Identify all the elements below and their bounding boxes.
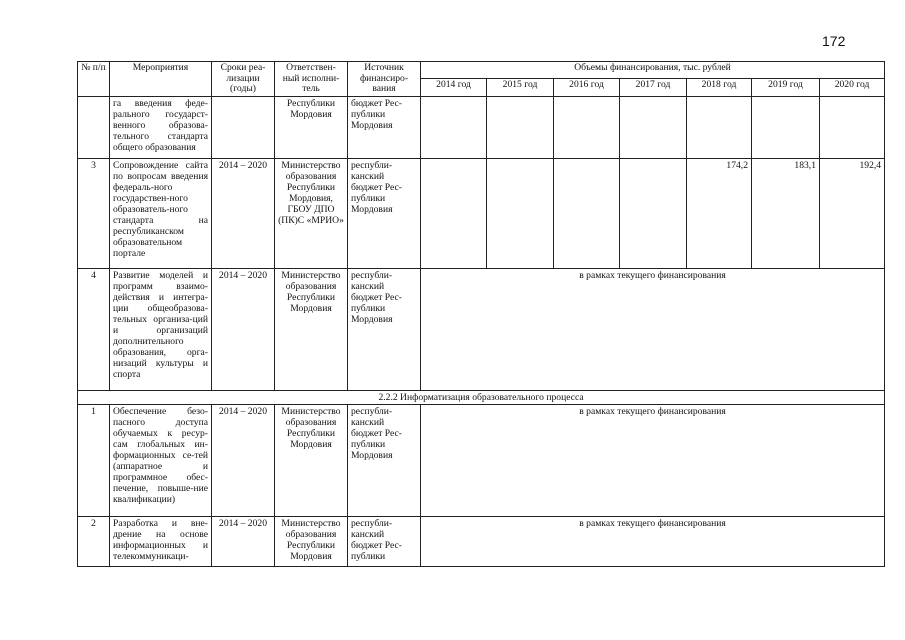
row-value xyxy=(421,158,487,268)
row-activity: Разработка и вне-дрение на основе информационных и телекоммуникаци- xyxy=(110,516,212,566)
row-num: 3 xyxy=(78,158,110,268)
row-value xyxy=(620,158,687,268)
row-executor: Министерство образования Республики Мордовия xyxy=(275,404,348,516)
row-value xyxy=(687,96,752,158)
row-value: 183,1 xyxy=(752,158,820,268)
header-period: Сроки реа-лизации (годы) xyxy=(212,62,275,97)
row-funding-merged: в рамках текущего финансирования xyxy=(421,268,885,390)
row-activity: Обеспечение безо-пасного доступа обучаемых к ресур-сам глобальных ин-формационных се-тей (аппаратное и программное обес-печение, повыше-ние квалификации) xyxy=(110,404,212,516)
header-year: 2020 год xyxy=(820,79,885,96)
row-funding-merged: в рамках текущего финансирования xyxy=(421,404,885,516)
row-value xyxy=(554,158,620,268)
row-value xyxy=(554,96,620,158)
table-row xyxy=(78,516,885,566)
row-activity: Сопровождение сайта по вопросам введения федераль-ного государствен-ного образователь-ного стандарта на республиканском образовательном портале xyxy=(110,158,212,268)
header-year: 2017 год xyxy=(620,79,687,96)
header-year: 2014 год xyxy=(421,79,487,96)
row-executor: Министерство образования Республики Мордовия, ГБОУ ДПО (ПК)С «МРИО» xyxy=(275,158,348,268)
page-number: 172 xyxy=(822,33,846,49)
row-source: республи-канский бюджет Рес-публики Мордовия xyxy=(348,268,421,390)
table-row xyxy=(78,404,885,516)
table-header-row xyxy=(78,62,885,79)
row-source: бюджет Рес-публики Мордовия xyxy=(348,96,421,158)
header-num: № п/п xyxy=(78,62,110,97)
row-value: 174,2 xyxy=(687,158,752,268)
row-activity: Развитие моделей и программ взаимо-действия и интегра-ции общеобразова-тельных организа-ций и организаций дополнительного образования, орга-низаций культуры и спорта xyxy=(110,268,212,390)
row-value xyxy=(421,96,487,158)
row-value xyxy=(620,96,687,158)
row-period: 2014 – 2020 xyxy=(212,268,275,390)
row-period xyxy=(212,96,275,158)
row-funding-merged: в рамках текущего финансирования xyxy=(421,516,885,566)
header-source: Источник финансиро-вания xyxy=(348,62,421,97)
row-num: 4 xyxy=(78,268,110,390)
table-row xyxy=(78,268,885,390)
header-funding: Объемы финансирования, тыс. рублей xyxy=(421,62,885,79)
row-source: республи-канский бюджет Рес-публики Мордовия xyxy=(348,404,421,516)
section-header-row xyxy=(78,390,885,404)
row-num xyxy=(78,96,110,158)
row-period: 2014 – 2020 xyxy=(212,404,275,516)
row-activity: га введения феде-рального государст-венного образова-тельного стандарта общего образования xyxy=(110,96,212,158)
header-year: 2015 год xyxy=(487,79,554,96)
row-num: 2 xyxy=(78,516,110,566)
row-value xyxy=(752,96,820,158)
row-period: 2014 – 2020 xyxy=(212,158,275,268)
header-year: 2018 год xyxy=(687,79,752,96)
row-executor: Министерство образования Республики Мордовия xyxy=(275,268,348,390)
header-year: 2019 год xyxy=(752,79,820,96)
row-source: республи-канский бюджет Рес-публики xyxy=(348,516,421,566)
row-value xyxy=(487,96,554,158)
table-row xyxy=(78,96,885,158)
row-period: 2014 – 2020 xyxy=(212,516,275,566)
row-source: республи-канский бюджет Рес-публики Мордовия xyxy=(348,158,421,268)
table-row xyxy=(78,158,885,268)
header-activity: Мероприятия xyxy=(110,62,212,97)
row-num: 1 xyxy=(78,404,110,516)
funding-table xyxy=(77,61,885,567)
header-executor: Ответствен-ный исполни-тель xyxy=(275,62,348,97)
row-value xyxy=(487,158,554,268)
row-executor: Республики Мордовия xyxy=(275,96,348,158)
header-year: 2016 год xyxy=(554,79,620,96)
row-value: 192,4 xyxy=(820,158,885,268)
row-executor: Министерство образования Республики Мордовия xyxy=(275,516,348,566)
row-value xyxy=(820,96,885,158)
section-title: 2.2.2 Информатизация образовательного процесса xyxy=(78,390,885,404)
